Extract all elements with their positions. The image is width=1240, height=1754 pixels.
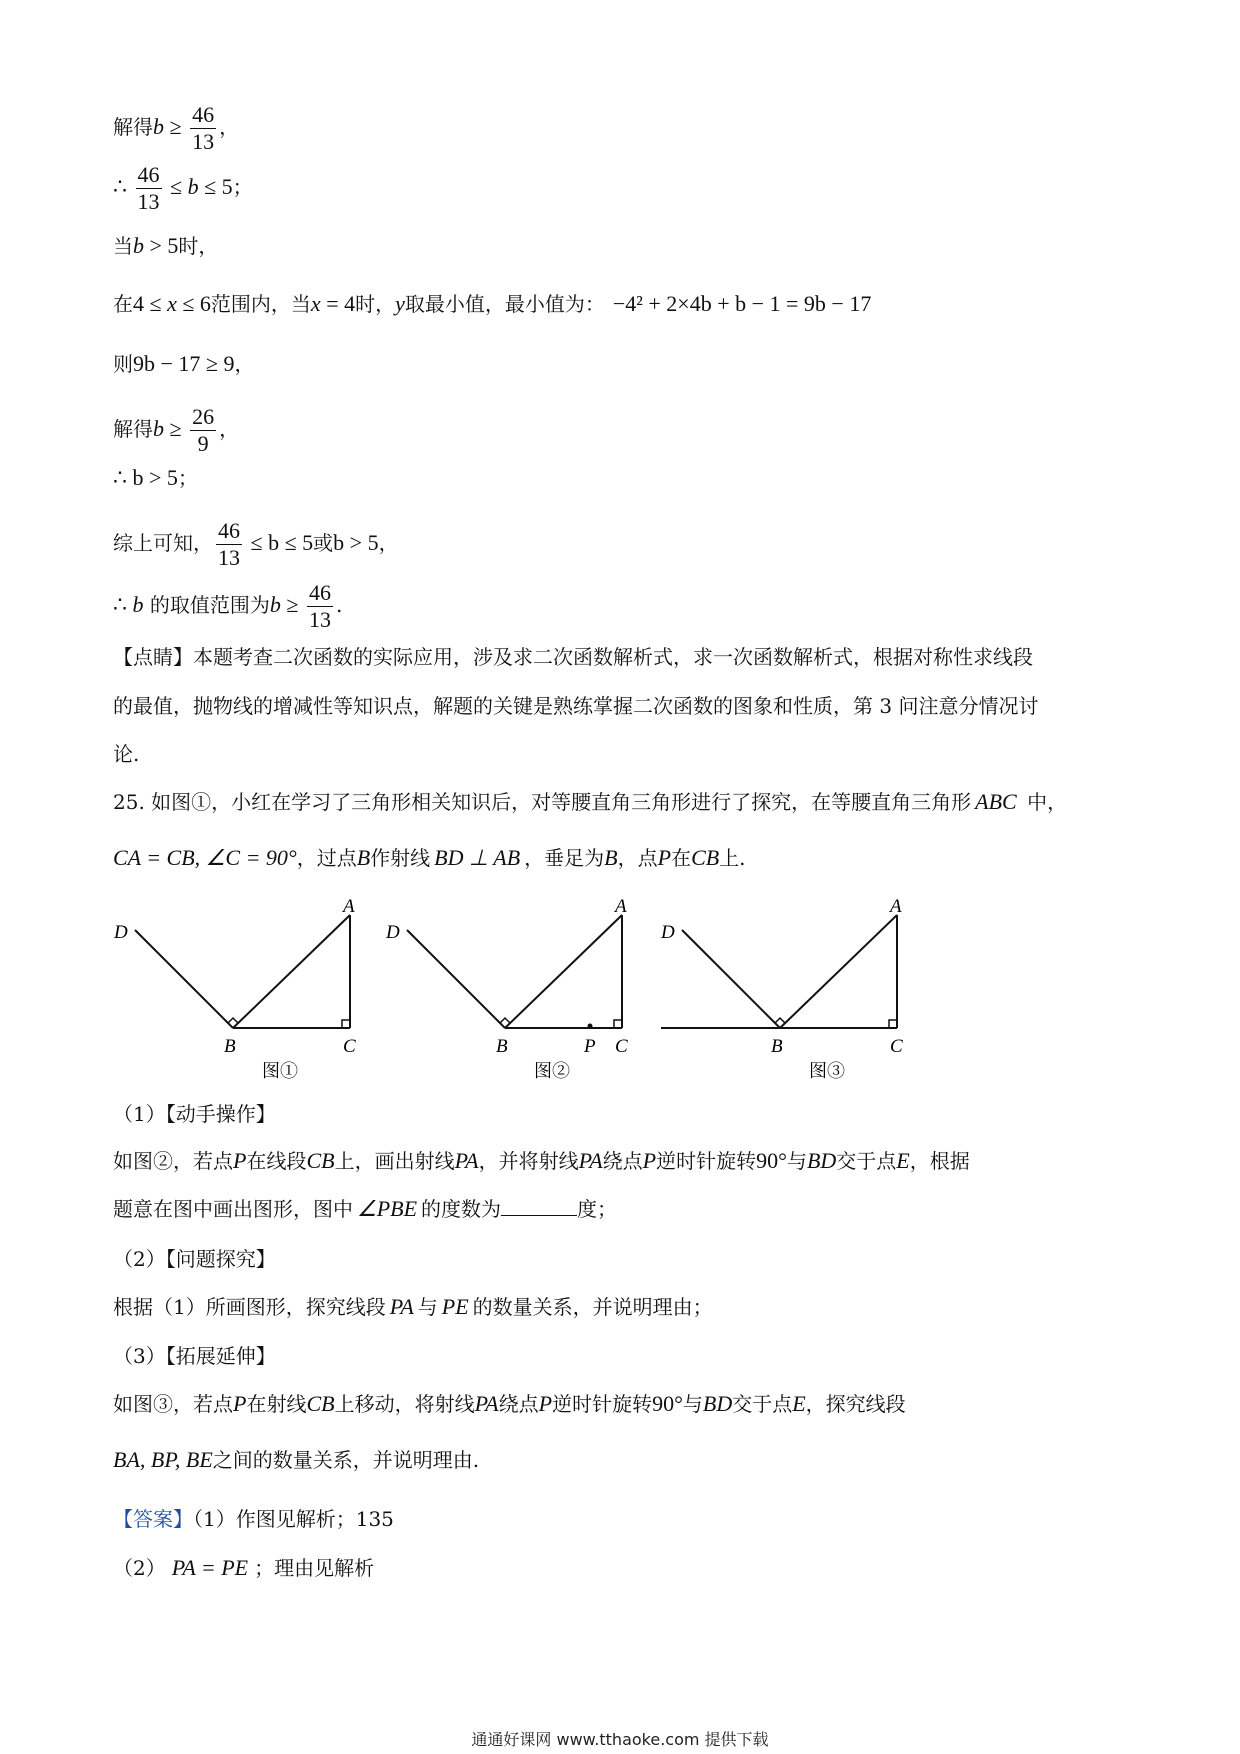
math-op: ≤ [164,174,188,199]
text: 上，画出射线 [334,1149,455,1173]
math-var: CB [306,1391,335,1416]
math-var: x [310,291,321,316]
solution-line-5 [113,350,254,378]
figure-caption-1: 图① [262,1061,298,1082]
math-op: ≥ [164,114,188,139]
math-var: CB [306,1148,335,1173]
text: ； [177,466,198,490]
math-var: b [153,416,164,441]
answer-line-1 [113,1505,394,1533]
part-2-title: （2）【问题探究】 [113,1247,276,1271]
math-var: PA [474,1391,499,1416]
right-angle-mark-b [500,1018,510,1028]
text: 在射线 [246,1392,307,1416]
math-op: ≥ [164,416,188,441]
text: 25. 如图①，小红在学习了三角形相关知识后，对等腰直角三角形进行了探究，在等腰直角三角形 [113,790,972,814]
part-3-title: （3）【拓展延伸】 [113,1344,276,1368]
text: 与 [417,1295,438,1319]
text: . [335,593,343,617]
text: 时， [178,234,219,258]
text: 范围内，当 [210,292,311,316]
text: 的数量关系，并说明理由； [472,1295,713,1319]
therefore-symbol: ∴ [113,592,133,617]
fraction [136,162,162,215]
text: 上移动，将射线 [334,1392,475,1416]
fraction [307,580,333,633]
text: （1）作图见解析；135 [193,1507,394,1531]
math-expr: ∠PBE [357,1196,418,1221]
text: ， [219,417,240,441]
comment-line-3: 论. [113,742,140,766]
part-2-line-1 [113,1293,713,1321]
text: ，垂足为 [524,846,605,870]
solution-line-6 [113,404,239,457]
text: 在 [113,292,133,316]
label-c: C [615,1036,628,1057]
ray-bd [407,930,505,1028]
right-angle-mark-b [775,1018,785,1028]
geometry-figures [100,890,1140,1090]
part-1-line-2 [113,1195,617,1223]
text: 与 [682,1392,703,1416]
right-angle-mark-c [614,1020,622,1028]
figure-1 [135,915,350,1028]
solution-line-8 [113,518,399,571]
fraction [190,102,216,155]
math-var: x [167,291,177,316]
text: 绕点 [498,1392,539,1416]
text: 之间的数量关系，并说明理由. [212,1448,480,1472]
question-25-line-1 [113,788,1067,816]
right-angle-mark-b [228,1018,238,1028]
solution-line-3 [113,232,218,260]
label-d: D [114,922,128,943]
text: 的度数为 [421,1197,502,1221]
math-var: CB [691,845,720,870]
math-var: b [187,174,199,199]
comment-line-2: 的最值，抛物线的增减性等知识点，解题的关键是熟练掌握二次函数的图象和性质，第 3 问注意分情况讨 [113,694,1039,718]
ray-bd [682,930,780,1028]
text: 或 [313,531,334,555]
text: 交于点 [836,1149,897,1173]
label-a: A [343,896,355,917]
text: 时， [355,292,396,316]
fraction-numerator: 46 [218,518,240,543]
fraction [190,404,216,457]
segment-ba [233,915,350,1028]
label-d: D [386,922,400,943]
figure-caption-2: 图② [534,1061,570,1082]
text: 根据（1）所画图形，探究线段 [113,1295,386,1319]
fraction-numerator: 26 [192,404,215,429]
solution-line-1 [113,102,239,155]
label-b: B [771,1036,783,1057]
text: 如图②，若点 [113,1149,233,1173]
text: 交于点 [732,1392,793,1416]
right-angle-mark-c [342,1020,350,1028]
text: 度； [577,1197,618,1221]
math-expr: CA = CB, ∠C = 90° [113,845,297,870]
text: 逆时针旋转 [552,1392,653,1416]
part-3-line-1 [113,1390,906,1418]
label-b: B [496,1036,508,1057]
text: 逆时针旋转 [656,1149,757,1173]
math-var: b [153,114,164,139]
text: 当 [113,234,133,258]
text: 的取值范围为 [143,593,270,617]
text: ，探究线段 [805,1392,906,1416]
text: 作射线 [370,846,431,870]
part-3-line-2 [113,1446,479,1474]
math-expr: ABC [975,789,1017,814]
text: 绕点 [602,1149,643,1173]
math-expr: BA, BP, BE [113,1447,213,1472]
math-var: E [792,1391,806,1416]
math-expr: BD ⊥ AB [434,845,521,870]
text: 解得 [113,115,153,139]
fraction [216,518,242,571]
fraction-denominator: 9 [197,431,209,456]
solution-line-7 [113,464,198,492]
math-var: PE [441,1294,469,1319]
page-footer: 通通好课网 www.tthaoke.com 提供下载 [471,1730,769,1749]
math-expr: ≤ b ≤ 5 [245,530,314,555]
text: 上. [719,846,746,870]
text: ； [232,175,253,199]
text: ，并将射线 [478,1149,579,1173]
text: 解得 [113,417,153,441]
math-formula: −4² + 2×4b + b − 1 = 9b − 17 [612,291,872,316]
math-expr: 9b − 17 ≥ 9 [133,351,235,376]
text: 在 [671,846,692,870]
math-var: P [657,845,672,870]
therefore-symbol: ∴ [113,174,133,199]
text: ， [219,115,240,139]
text: 与 [786,1149,807,1173]
text: 题意在图中画出图形，图中 [113,1197,353,1221]
math-var: P [233,1391,247,1416]
math-var: b [269,592,281,617]
math-var: b [132,592,144,617]
text: 则 [113,352,133,376]
math-var: PA [389,1294,414,1319]
math-var: B [604,845,618,870]
text: ，过点 [296,846,357,870]
math-expr: b > 5 [333,530,379,555]
question-25-line-2 [113,844,746,872]
ray-bd [135,930,233,1028]
text: 中， [1020,790,1068,814]
text: ，点 [617,846,658,870]
answer-label: 【答案】 [113,1507,193,1531]
math-var: b [133,233,144,258]
math-var: y [395,291,405,316]
math-expr: = 4 [320,291,356,316]
label-p: P [584,1036,596,1057]
text: ， [234,352,255,376]
text: ， [378,531,399,555]
answer-line-2 [113,1554,374,1582]
comment-line-1: 【点睛】本题考查二次函数的实际应用，涉及求二次函数解析式，求一次函数解析式，根据对称性求线段 [113,645,1033,669]
fraction-denominator: 13 [137,189,160,214]
math-var: B [356,845,371,870]
text: 如图③，若点 [113,1392,233,1416]
math-expr: ≤ 5 [198,174,233,199]
label-a: A [890,896,902,917]
math-expr: PA = PE [171,1555,249,1580]
figure-2 [407,915,622,1029]
solution-line-4 [113,290,871,318]
math-expr: 90° [756,1148,787,1173]
fraction-numerator: 46 [137,162,160,187]
math-var: P [538,1391,553,1416]
label-b: B [224,1036,236,1057]
text: ；理由见解析 [254,1556,375,1580]
fraction-numerator: 46 [308,580,331,605]
label-c: C [343,1036,356,1057]
text: 取最小值，最小值为： [404,292,605,316]
figure-caption-3: 图③ [809,1061,845,1082]
point-p [588,1024,593,1029]
part-1-title: （1）【动手操作】 [113,1102,276,1126]
label-c: C [890,1036,903,1057]
math-var: PA [454,1148,479,1173]
fraction-numerator: 46 [192,102,215,127]
solution-line-9 [113,580,342,633]
math-expr: 4 ≤ [133,291,168,316]
part-1-line-1 [113,1147,970,1175]
math-expr: 90° [652,1391,683,1416]
math-op: ≥ [280,592,304,617]
math-var: BD [806,1148,837,1173]
math-var: PA [578,1148,603,1173]
math-var: P [642,1148,657,1173]
answer-blank[interactable] [501,1195,577,1216]
label-d: D [661,922,675,943]
math-var: E [896,1148,910,1173]
math-var: P [233,1148,247,1173]
text: （2） [113,1556,166,1580]
fraction-denominator: 13 [218,545,240,570]
text: ，根据 [909,1149,970,1173]
segment-ba [780,915,897,1028]
math-expr: > 5 [144,233,179,258]
solution-line-2 [113,162,253,215]
segment-ba [505,915,622,1028]
fraction-denominator: 13 [192,129,215,154]
text: 综上可知， [113,531,213,555]
label-a: A [615,896,627,917]
right-angle-mark-c [889,1020,897,1028]
math-var: BD [702,1391,733,1416]
fraction-denominator: 13 [308,607,331,632]
text: 在线段 [246,1149,307,1173]
figure-3 [661,915,897,1028]
therefore-symbol: ∴ [113,465,133,490]
math-expr: ≤ 6 [176,291,211,316]
math-expr: b > 5 [132,465,178,490]
